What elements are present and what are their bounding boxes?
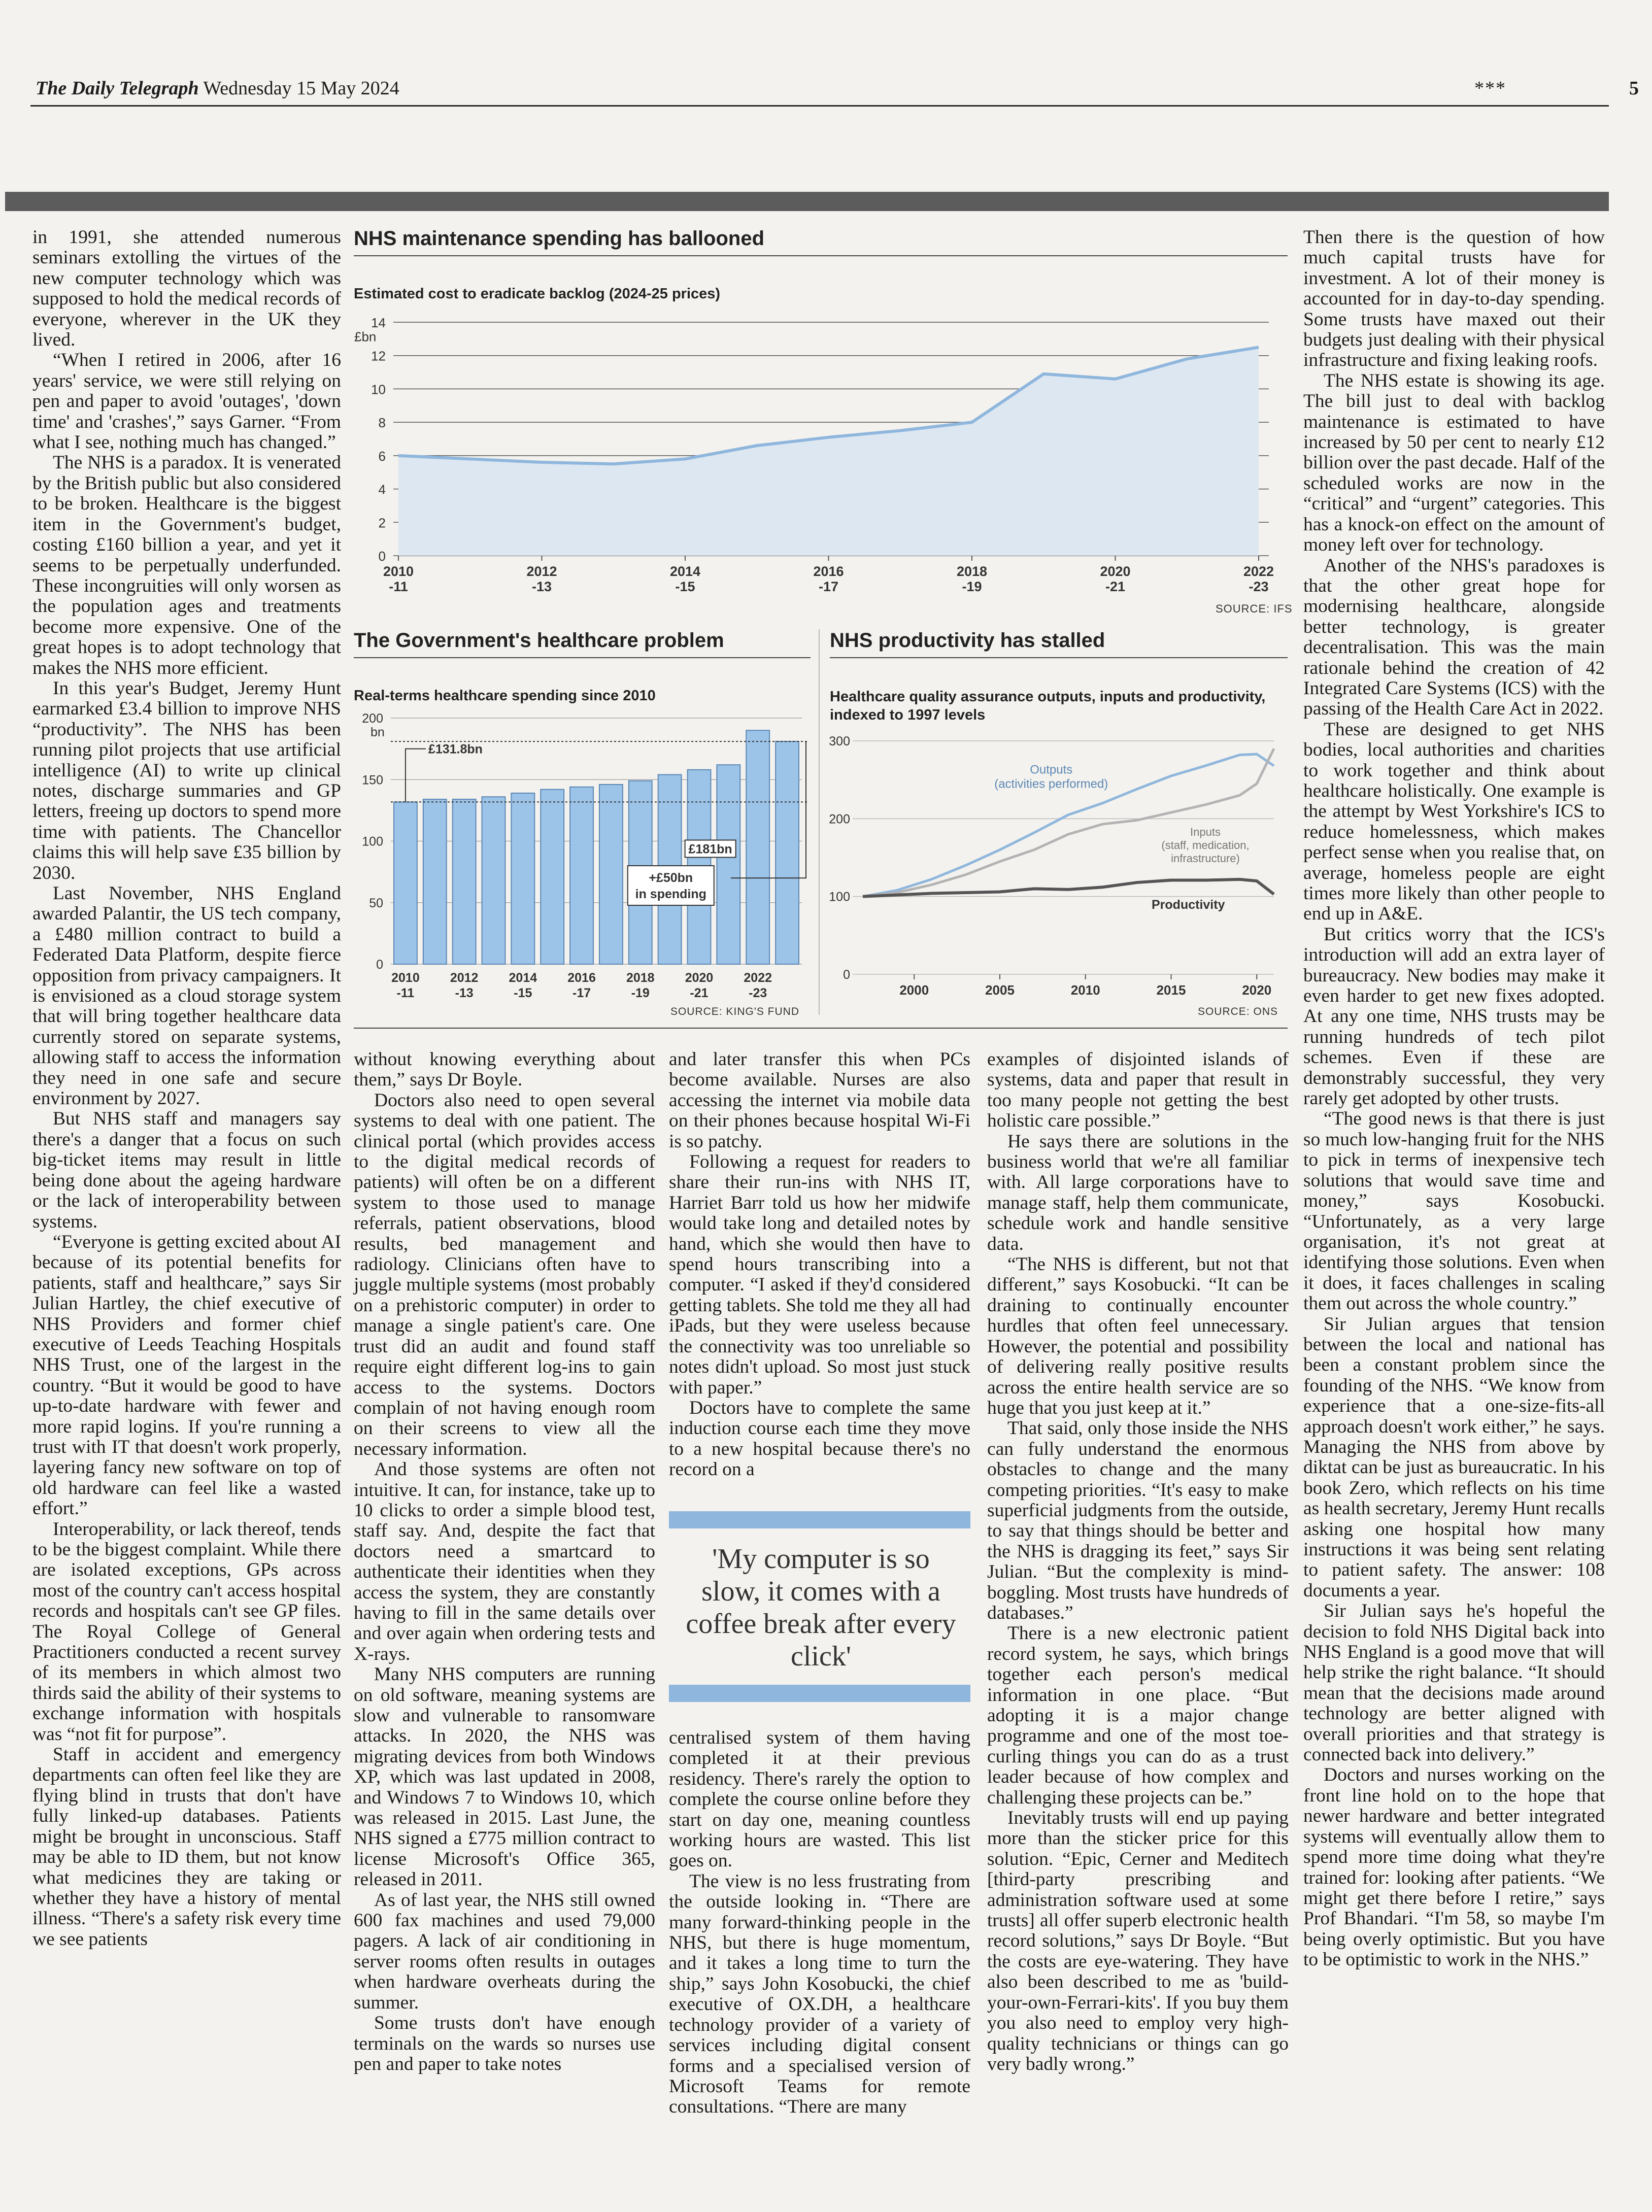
paragraph: without knowing everything about them,” says Dr Boyle. [354, 1049, 655, 1091]
x-tick-label: -13 [455, 986, 474, 1000]
paragraph: Following a request for readers to share their run-ins with NHS IT, Harriet Barr told us how her midwife would take long and detailed notes by hand, which she would then have to spend hours transcribing into a computer. “I asked if they'd considered getting tablets. She told me they all had iPads, but they were useless because the connectivity was too unreliable so notes didn't upload. So most just stuck with paper.” [669, 1151, 970, 1398]
y-tick-label: 10 [371, 382, 386, 397]
chart1-subtitle: Estimated cost to eradicate backlog (2024-25 prices) [354, 286, 721, 302]
label-start: £131.8bn [428, 742, 483, 757]
y-tick-label: 2 [378, 515, 386, 531]
y-tick-label: 150 [362, 773, 383, 788]
chart3-title: NHS productivity has stalled [830, 629, 1105, 652]
paragraph: In this year's Budget, Jeremy Hunt earmarked £3.4 billion to improve NHS “productivity”. The NHS has been running pilot projects that use artificial intelligence (AI) to write up clinical notes, discharge summaries and GP letters, freeing up doctors to spend more time with patients. The Chancellor claims this will help save £35 billion by 2030. [32, 677, 341, 883]
x-tick-label: 2000 [899, 982, 929, 998]
paragraph: Sir Julian argues that tension between the local and national has been a constant problem since the founding of the NHS. “We know from experience that a one-size-fits-all approach doesn't work either,” he says. Managing the NHS from above by diktat can be just as bureaucratic. In his book Zero, which reflects on his time as health secretary, Jeremy Hunt recalls asking one hospital how many instructions it was being sent relating to patient safety. The answer: 108 documents a year. [1303, 1313, 1605, 1601]
chart2-title-rule [354, 657, 811, 658]
x-tick-label: 2014 [669, 564, 701, 579]
x-tick-label: -19 [962, 579, 982, 594]
x-tick-label: -13 [531, 579, 552, 594]
paragraph: centralised system of them having completed it at their previous residency. There's rarely the option to complete the course online before they start on day one, meaning countless working hours are wasted. This list goes on. [669, 1727, 970, 1871]
quote-bar-top [669, 1511, 970, 1528]
y-tick-label: 0 [843, 968, 850, 982]
x-tick-label: 2022 [744, 971, 772, 985]
x-tick-label: 2020 [685, 971, 714, 985]
y-tick-label: 8 [378, 415, 386, 431]
chart2-source: SOURCE: KING'S FUND [670, 1006, 799, 1017]
x-tick-label: -23 [1249, 579, 1269, 594]
paragraph: “The NHS is different, but not that different,” says Kosobucki. “It can be draining to continually encounter hurdles that often feel unnecessary. However, the potential and possibility of delivering really positive results across the entire health service are so huge that you just keep at it.” [987, 1254, 1289, 1418]
article-column-3-top [669, 1049, 970, 1506]
area-fill [398, 347, 1259, 556]
paragraph: He says there are solutions in the business world that we're all familiar with. All large corporations have to manage staff, help them communicate, schedule work and handle sensitive data. [987, 1131, 1289, 1254]
chart3-source: SOURCE: ONS [1197, 1006, 1278, 1017]
paragraph: Another of the NHS's paradoxes is that the other great hope for modernising healthcare, alongside better technology, is greater decentralisation. This was the main rationale behind the creation of 42 Integrated Care Systems (ICS) with the passing of the Health Care Act in 2022. [1303, 555, 1605, 720]
y-tick-label: 200 [829, 812, 850, 827]
x-tick-label: -17 [818, 579, 839, 594]
x-tick-label: 2005 [985, 982, 1015, 998]
paragraph: Sir Julian says he's hopeful the decision to fold NHS Digital back into NHS England is a good move that will help strike the right balance. “It should mean that the decisions made around technology are better aligned with overall priorities and that strategy is connected back into delivery.” [1303, 1601, 1605, 1765]
label-diff-line1: +£50bn [649, 871, 693, 885]
x-tick-label: 2020 [1100, 564, 1131, 579]
x-tick-label: 2010 [391, 971, 420, 985]
paragraph: But NHS staff and managers say there's a danger that a focus on such big-ticket items may result in little being done about the ageing hardware or the lack of interoperability between systems. [32, 1108, 341, 1232]
y-tick-label: 0 [376, 958, 383, 972]
x-tick-label: -11 [396, 986, 415, 1000]
chart1-title-rule [354, 255, 1288, 256]
x-tick-label: 2022 [1243, 564, 1274, 579]
x-tick-label: -19 [631, 986, 650, 1000]
y-tick-label: 4 [378, 482, 386, 497]
paragraph: Doctors and nurses working on the front line hold on to the hope that newer hardware and better integrated systems will eventually allow them to spend more time doing what they're trained for: looking after patients. “We might get there before I retire,” says Prof Bhandari. “I'm 58, so maybe I'm being overly optimistic. But you have to be optimistic to work in the NHS.” [1303, 1764, 1605, 1970]
y-unit-label: £bn [354, 329, 377, 345]
paragraph: Doctors have to complete the same induction course each time they move to a new hospital because there's no record on a [669, 1397, 970, 1480]
y-tick-label: 50 [369, 896, 383, 910]
paragraph: Doctors also need to open several systems to deal with one patient. The clinical portal (which provides access to the digital medical records of patients) will often be on a different system to those used to manage referrals, patient observations, blood results, bed management and radiology. Clinicians often have to juggle multiple systems (most probably on a prehistoric computer) in order to manage a single patient's care. One trust did an audit and found staff require eight different log-ins to gain access to the systems. Doctors complain of not having enough room on their screens to view all the necessary information. [354, 1090, 655, 1459]
chart2-bar-chart [350, 708, 812, 1020]
chart3-title-rule [830, 657, 1288, 658]
y-tick-label: 200 [362, 711, 383, 726]
article-column-5 [1303, 227, 1605, 2120]
leader-start [406, 749, 426, 802]
article-column-3-bottom [669, 1728, 970, 2119]
chart-divider [819, 629, 820, 1015]
x-tick-label: -15 [514, 986, 532, 1000]
charts-bottom-rule [354, 1028, 1288, 1029]
y-tick-label: 100 [362, 834, 383, 849]
bar [394, 802, 417, 964]
paragraph: Interoperability, or lack thereof, tends to be the biggest complaint. While there are isolated exceptions, GPs across most of the country can't access hospital records and hospitals can't see GP files. The Royal College of General Practitioners conducted a recent survey of its members in which almost two thirds said the ability of their systems to exchange information with hospitals was “not fit for purpose”. [32, 1518, 341, 1745]
label-outputs: Outputs [1030, 763, 1073, 777]
chart1-source: SOURCE: IFS [1216, 602, 1293, 615]
edition-stars: *** [1474, 78, 1506, 99]
x-tick-label: 2015 [1156, 982, 1186, 998]
label-inputs: infrastructure) [1171, 852, 1240, 865]
paragraph: Inevitably trusts will end up paying more than the sticker price for this solution. “Epic, Cerner and Meditech [third-party prescribing and administration software used at some trusts] all offer superb electronic health record solutions,” says Dr Boyle. “But the costs are eye-watering. They have also been described to me as 'build-your-own-Ferrari-kits'. If you buy them you also need to employ very high-quality technicians or things can go very badly wrong.” [987, 1808, 1289, 2074]
paragraph: “The good news is that there is just so much low-hanging fruit for the NHS to pick in terms of inexpensive tech solutions that would save time and money,” says Kosobucki. “Unfortunately, as a very large organisation, it's not great at identifying those solutions. Even when it does, it faces challenges in scaling them out across the whole country.” [1303, 1108, 1605, 1314]
y-tick-label: 14 [371, 315, 386, 330]
x-tick-label: 2012 [450, 971, 479, 985]
x-tick-label: 2018 [956, 564, 988, 579]
x-tick-label: -15 [675, 579, 695, 594]
bar [599, 785, 623, 964]
label-outputs: (activities performed) [994, 777, 1108, 791]
paragraph: Many NHS computers are running on old software, meaning systems are slow and vulnerable to ransomware attacks. In 2020, the NHS was migrating devices from both Windows XP, which was last updated in 2008, and Windows 7 to Windows 10, which was released in 2015. Last June, the NHS signed a £775 million contract to license Microsoft's Office 365, released in 2011. [354, 1664, 655, 1890]
chart3-subtitle-line2: indexed to 1997 levels [830, 707, 986, 723]
paragraph: The NHS estate is showing its age. The bill just to deal with backlog maintenance is estimated to have increased by 50 per cent to nearly £12 billion over the past decade. Half of the scheduled works are now in the “critical” and “urgent” categories. This has a knock-on effect on the amount of money left over for technology. [1303, 370, 1605, 556]
paragraph: Last November, NHS England awarded Palantir, the US tech company, a £480 million contract to build a Federated Data Platform, despite fierce opposition from privacy campaigners. It is envisioned as a cloud storage system that will bring together healthcare data currently stored on separate systems, allowing staff to access the information they need in one safe and secure environment by 2027. [32, 883, 341, 1109]
x-tick-label: -21 [1105, 579, 1126, 594]
section-bar [5, 192, 1609, 211]
bar [541, 790, 564, 964]
paragraph: The view is no less frustrating from the outside looking in. “There are many forward-thinking people in the NHS, but there is huge momentum, and it takes a long time to turn the ship,” says John Kosobucki, the chief executive of OX.DH, a healthcare technology provider of a variety of services including digital consent forms and a specialised version of Microsoft Teams for remote consultations. “There are many [669, 1870, 970, 2118]
y-tick-label: 0 [378, 549, 386, 564]
paragraph: That said, only those inside the NHS can fully understand the enormous obstacles to change and the many competing priorities. “It's easy to make superficial judgments from the outside, to say that things should be better and the NHS is dragging its feet,” says Sir Julian. “But the complexity is mind-boggling. Most trusts have hundreds of databases.” [987, 1418, 1289, 1623]
bar [570, 787, 593, 964]
x-tick-label: -17 [572, 986, 591, 1000]
publication-name: The Daily Telegraph [36, 78, 199, 99]
paragraph: The NHS is a paradox. It is venerated by the British public but also considered to be broken. Healthcare is the biggest item in the Government's budget, costing £160 billion a year, and yet it seems to be perpetually underfunded. These incongruities will only worsen as the population ages and treatments become more expensive. One of the great hopes is to adopt technology that makes the NHS more efficient. [32, 452, 341, 678]
paragraph: There is a new electronic patient record system, he says, which brings together each person's medical information in one place. “But adopting it is a major change programme and one of the most toe-curling things you can do as a trust leader because of how complex and challenging these projects can be.” [987, 1623, 1289, 1808]
article-column-4 [987, 1049, 1289, 2120]
label-end: £181bn [688, 842, 732, 857]
bar [717, 765, 740, 964]
bar [746, 730, 769, 964]
y-unit-label: bn [370, 725, 385, 739]
paragraph: in 1991, she attended numerous seminars extolling the virtues of the new computer technology which was supposed to hold the medical records of everyone, wherever in the UK they lived. [32, 227, 341, 351]
x-tick-label: 2018 [626, 971, 655, 985]
x-tick-label: 2016 [813, 564, 844, 579]
paragraph: and later transfer this when PCs become available. Nurses are also accessing the internet via mobile data on their phones because hospital Wi-Fi is so patchy. [669, 1049, 970, 1152]
x-tick-label: -21 [690, 986, 709, 1000]
bar [423, 799, 447, 964]
paragraph: These are designed to get NHS bodies, local authorities and charities to work together and think about healthcare holistically. One example is the attempt by West Yorkshire's ICS to reduce homelessness, which makes perfect sense when you realise that, on average, homeless people are eight times more likely than other people to end up in A&E. [1303, 719, 1605, 925]
chart3-line-chart [822, 726, 1294, 1020]
y-tick-label: 300 [829, 734, 850, 748]
masthead [36, 77, 1639, 108]
article-column-2 [354, 1049, 655, 2120]
chart1-area-chart [350, 310, 1294, 614]
paragraph: “When I retired in 2006, after 16 years' service, we were still relying on pen and paper to avoid 'outages', 'down time' and 'crashes',” says Garner. “From what I see, nothing much has changed.” [32, 350, 341, 453]
paragraph: examples of disjointed islands of systems, data and paper that result in too many people not getting the best holistic care possible.” [987, 1049, 1289, 1132]
paragraph: “Everyone is getting excited about AI because of its potential benefits for patients, staff and healthcare,” says Sir Julian Hartley, the chief executive of NHS Providers and former chief executive of Leeds Teaching Hospitals NHS Trust, one of the largest in the country. “But it would be good to have up-to-date hardware with fewer and more rapid logins. If you're running a trust with IT that doesn't work properly, layering fancy new software on top of old hardware can feel like a wasted effort.” [32, 1231, 341, 1519]
quote-bar-bottom [669, 1685, 970, 1702]
x-tick-label: 2016 [567, 971, 596, 985]
x-tick-label: 2014 [509, 971, 537, 985]
bar [453, 799, 476, 964]
paragraph: Staff in accident and emergency departments can often feel like they are flying blind in trusts that don't have fully linked-up databases. Patients might be brought in unconscious. Staff may be able to ID them, but not know what medicines they are taking or whether they have a history of mental illness. “There's a safety risk every time we see patients [32, 1744, 341, 1950]
bar [776, 741, 799, 964]
paragraph: As of last year, the NHS still owned 600 fax machines and used 79,000 pagers. A lack of air conditioning in server rooms often results in outages when hardware overheats during the summer. [354, 1889, 655, 2013]
paragraph: And those systems are often not intuitive. It can, for instance, take up to 10 clicks to order a simple blood test, staff say. And, despite the fact that doctors need a smartcard to authenticate their identities when they access the system, they are constantly having to fill in the same details over and over again when ordering tests and X-rays. [354, 1459, 655, 1664]
y-tick-label: 6 [378, 448, 386, 464]
chart1-title: NHS maintenance spending has ballooned [354, 227, 765, 250]
x-tick-label: -11 [389, 579, 408, 594]
y-tick-label: 100 [829, 890, 850, 904]
paragraph: Then there is the question of how much capital trusts have for investment. A lot of their money is accounted for in day-to-day spending. Some trusts have maxed out their budgets just dealing with their physical infrastructure and fixing leaking roofs. [1303, 227, 1605, 371]
x-tick-label: 2020 [1242, 982, 1272, 998]
x-tick-label: 2012 [526, 564, 557, 579]
label-inputs: Inputs [1190, 826, 1221, 839]
x-tick-label: 2010 [1070, 982, 1100, 998]
bar [511, 793, 534, 964]
x-tick-label: 2010 [383, 564, 414, 579]
pull-quote: 'My computer is so slow, it comes with a coffee break after every click' [686, 1543, 956, 1672]
paragraph: Some trusts don't have enough terminals on the wards so nurses use pen and paper to take notes [354, 2013, 655, 2074]
masthead-rule [30, 105, 1609, 107]
y-tick-label: 12 [371, 348, 386, 364]
bar [482, 797, 505, 964]
paragraph: But critics worry that the ICS's introduction will add an extra layer of bureaucracy. New bodies may make it even harder to get new fixes adopted. At any one time, NHS trusts may be running hundreds of tech pilot schemes. Even if these are demonstrably successful, they very rarely get adopted by other trusts. [1303, 924, 1605, 1109]
chart2-title: The Government's healthcare problem [354, 629, 724, 652]
issue-date: Wednesday 15 May 2024 [203, 78, 399, 99]
page-number: 5 [1629, 78, 1639, 99]
article-column-1 [32, 227, 341, 2115]
chart3-subtitle-line1: Healthcare quality assurance outputs, inputs and productivity, [830, 689, 1266, 705]
chart2-subtitle: Real-terms healthcare spending since 2010 [354, 688, 656, 704]
label-diff-line2: in spending [635, 887, 706, 901]
label-productivity: Productivity [1152, 898, 1225, 912]
label-inputs: (staff, medication, [1161, 839, 1250, 852]
x-tick-label: -23 [749, 986, 767, 1000]
